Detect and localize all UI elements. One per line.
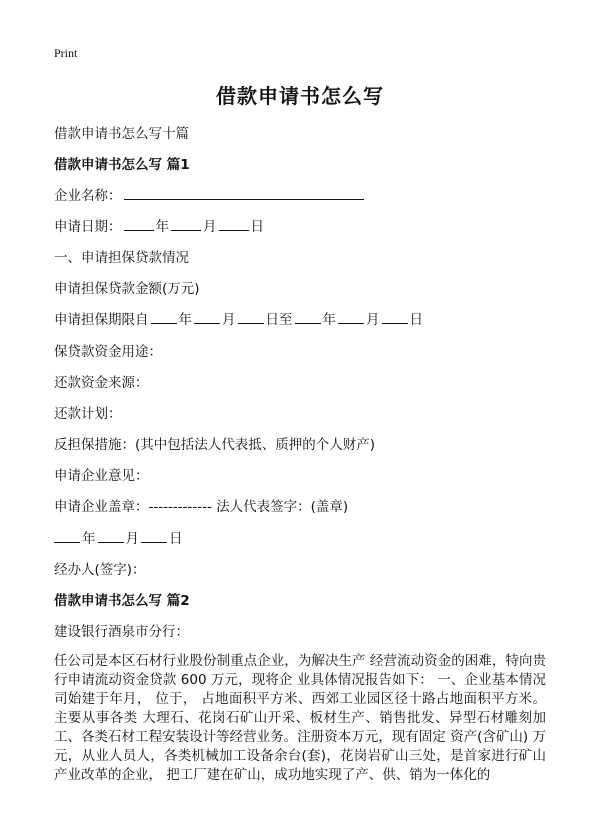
sign-date-row (54, 527, 183, 547)
year-label: 年 (178, 312, 192, 328)
date-blank (151, 310, 177, 324)
date-blank (98, 529, 124, 543)
addressee: 建设银行酒泉市分行： (54, 624, 189, 640)
year-label: 年 (155, 219, 169, 235)
year-label: 年 (322, 312, 336, 328)
purpose-label: 保贷款资金用途： (54, 344, 162, 360)
month-label: 月 (222, 312, 236, 328)
period-prefix: 申请担保期限自 (54, 312, 149, 328)
month-label: 月 (366, 312, 380, 328)
day-label: 日 (169, 531, 183, 547)
day-label: 日 (250, 219, 264, 235)
apply-date-row (54, 215, 264, 235)
period-row (54, 308, 423, 328)
date-blank (295, 310, 321, 324)
year-label: 年 (82, 531, 96, 547)
amount-label: 申请担保贷款金额(万元) (54, 281, 200, 297)
body-paragraph: 任公司是本区石材行业股份制重点企业，为解决生产 经营流动资金的困难，特向贵行申请流动资金贷款 600 万元，现将企 业具体情况报告如下： 一、企业基本情况司始建于年月， 位于， 占地面积平方米、西郊工业园区径十路占地面积平方米。主要从事各类 大理石、花岗石矿山开采、板材生产、销售批发、异型石材雕刻加工、各类石材工程安装设计等经营业务。注册资本万元，现有固定 资产(含矿山) 万元，从业人员人，各类机械加工设备余台(套)，花岗岩矿山三处，是首家进行矿山产业改革的企业， 把工厂建在矿山，成功地实现了产、供、销为一体化的 (54, 653, 546, 783)
month-label: 月 (125, 531, 139, 547)
handler-label: 经办人(签字)： (54, 562, 146, 578)
date-blank (171, 217, 201, 231)
repay-source-label: 还款资金来源： (54, 375, 149, 391)
company-name-row (54, 184, 366, 204)
section2-heading: 借款申请书怎么写 篇2 (54, 593, 190, 609)
company-seal-line: 申请企业盖章：------------- 法人代表签字：(盖章) (54, 499, 349, 515)
document-subtitle: 借款申请书怎么写十篇 (54, 126, 189, 142)
date-blank (382, 310, 408, 324)
date-blank (124, 217, 154, 231)
day-label: 日 (409, 312, 423, 328)
company-name-blank (124, 186, 364, 200)
apply-date-label: 申请日期： (54, 219, 122, 235)
date-blank (54, 529, 80, 543)
repay-plan-label: 还款计划： (54, 406, 122, 422)
period-to-label: 日至 (265, 312, 293, 328)
item1-heading: 一、申请担保贷款情况 (54, 250, 189, 266)
company-name-label: 企业名称： (54, 188, 122, 204)
section1-heading: 借款申请书怎么写 篇1 (54, 157, 190, 173)
date-blank (219, 217, 249, 231)
company-opinion-label: 申请企业意见： (54, 468, 149, 484)
print-label: Print (54, 46, 78, 60)
date-blank (141, 529, 167, 543)
date-blank (238, 310, 264, 324)
date-blank (338, 310, 364, 324)
month-label: 月 (203, 219, 217, 235)
counter-guarantee-label: 反担保措施：(其中包括法人代表抵、质押的个人财产) (54, 437, 376, 453)
date-blank (194, 310, 220, 324)
document-title: 借款申请书怎么写 (216, 84, 384, 108)
